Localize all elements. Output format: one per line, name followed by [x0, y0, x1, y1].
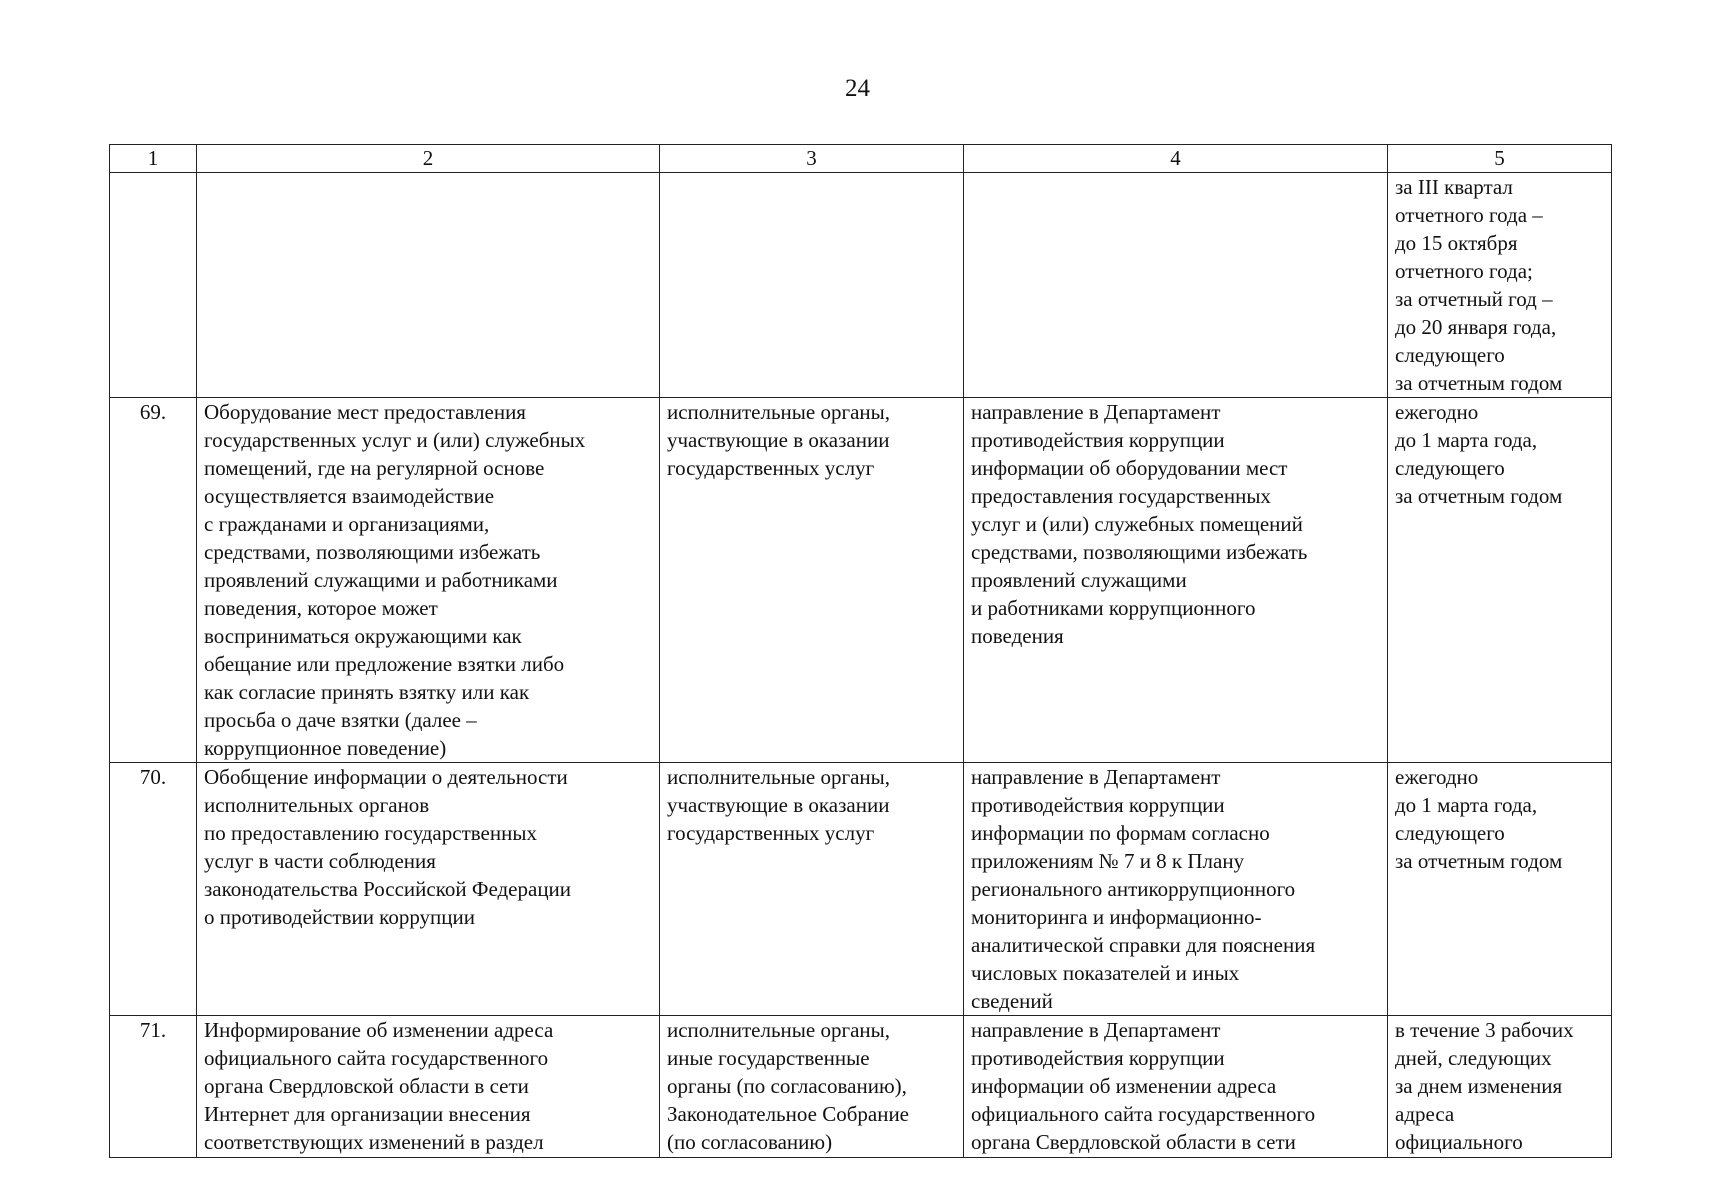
table-row	[110, 398, 1612, 763]
measure-cell: Обобщение информации о деятельности исполнительных органов по предоставлению государственных услуг в части соблюдения законодательства Российской Федерации о противодействии коррупции	[197, 763, 660, 1016]
executors-cell: исполнительные органы, иные государственные органы (по согласованию), Законодательное Собрание (по согласованию)	[660, 1016, 964, 1158]
deadline-cell: ежегодно до 1 марта года, следующего за отчетным годом	[1388, 398, 1612, 763]
column-header-1: 1	[110, 145, 197, 173]
table-row	[110, 1016, 1612, 1158]
result-cell: направление в Департамент противодействия коррупции информации по формам согласно приложениям № 7 и 8 к Плану регионального антикоррупционного мониторинга и информационно- аналитической справки для пояснения числовых показателей и иных сведений	[964, 763, 1388, 1016]
column-header-3: 3	[660, 145, 964, 173]
executors-cell	[660, 173, 964, 398]
result-cell: направление в Департамент противодействия коррупции информации об изменении адреса официального сайта государственного органа Свердловской области в сети	[964, 1016, 1388, 1158]
deadline-cell: в течение 3 рабочих дней, следующих за днем изменения адреса официального	[1388, 1016, 1612, 1158]
row-number-cell: 69.	[110, 398, 197, 763]
executors-cell: исполнительные органы, участвующие в оказании государственных услуг	[660, 398, 964, 763]
measure-cell	[197, 173, 660, 398]
table-row-continuation	[110, 173, 1612, 398]
measure-cell: Информирование об изменении адреса официального сайта государственного органа Свердловской области в сети Интернет для организации внесения соответствующих изменений в раздел	[197, 1016, 660, 1158]
page-number: 24	[845, 75, 870, 102]
deadline-cell: ежегодно до 1 марта года, следующего за отчетным годом	[1388, 763, 1612, 1016]
row-number-cell: 70.	[110, 763, 197, 1016]
result-cell	[964, 173, 1388, 398]
column-header-2: 2	[197, 145, 660, 173]
measures-table	[109, 144, 1612, 1158]
column-number-row	[110, 145, 1612, 173]
column-header-5: 5	[1388, 145, 1612, 173]
table-row	[110, 763, 1612, 1016]
row-number-cell	[110, 173, 197, 398]
deadline-cell: за III квартал отчетного года – до 15 октября отчетного года; за отчетный год – до 20 января года, следующего за отчетным годом	[1388, 173, 1612, 398]
result-cell: направление в Департамент противодействия коррупции информации об оборудовании мест предоставления государственных услуг и (или) служебных помещений средствами, позволяющими избежать проявлений служащими и работниками коррупционного поведения	[964, 398, 1388, 763]
row-number-cell: 71.	[110, 1016, 197, 1158]
column-header-4: 4	[964, 145, 1388, 173]
executors-cell: исполнительные органы, участвующие в оказании государственных услуг	[660, 763, 964, 1016]
measure-cell: Оборудование мест предоставления государственных услуг и (или) служебных помещений, где на регулярной основе осуществляется взаимодействие с гражданами и организациями, средствами, позволяющими избежать проявлений служащими и работниками поведения, которое может восприниматься окружающими как обещание или предложение взятки либо как согласие принять взятку или как просьба о даче взятки (далее – коррупционное поведение)	[197, 398, 660, 763]
